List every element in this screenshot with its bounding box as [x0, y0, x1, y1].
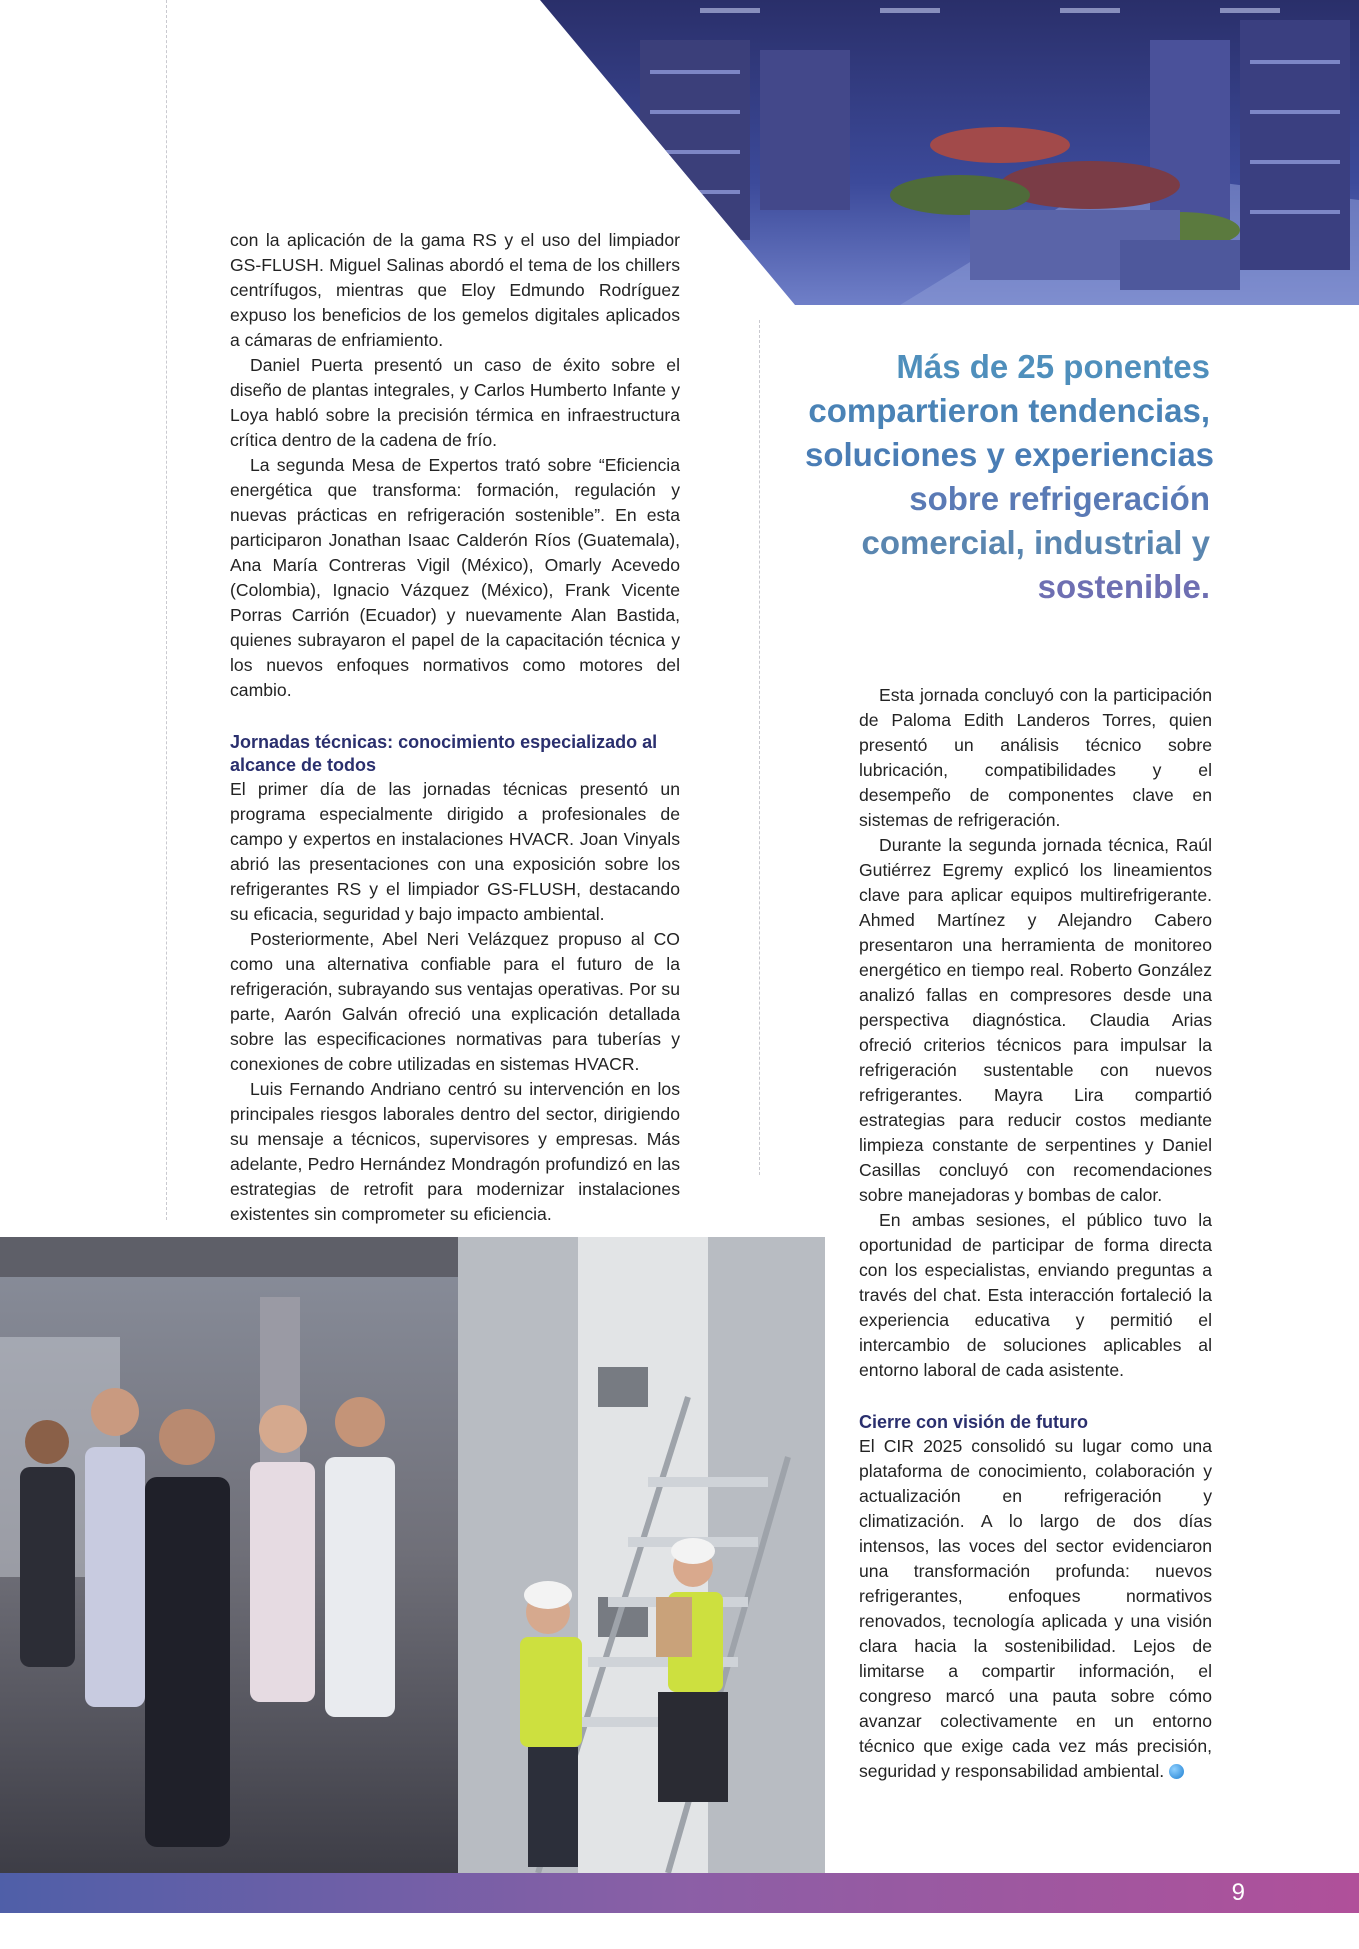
paragraph: con la aplicación de la gama RS y el uso del limpiador GS-FLUSH. Miguel Salinas abordó el tema de los chillers centrífugos, mientras que Eloy Edmundo Rodríguez expuso los beneficios de los gemelos digitales aplicados a cámaras de enfriamiento. [230, 230, 680, 350]
paragraph: Esta jornada concluyó con la participación de Paloma Edith Landeros Torres, quien presentó un análisis técnico sobre lubricación, compatibilidades y el desempeño de componentes clave en sistemas de refrigeración. [859, 685, 1212, 830]
footer-bar [0, 1873, 1359, 1913]
paragraph: Durante la segunda jornada técnica, Raúl Gutiérrez Egremy explicó los lineamientos clave para aplicar equipos multirefrigerante. Ahmed Martínez y Alejandro Cabero presentaron una herramienta de monitoreo energético en tiempo real. Roberto González analizó fallas en compresores desde una perspectiva diagnóstica. Claudia Arias ofreció criterios técnicos para impulsar la refrigeración sustentable con nuevos refrigerantes. Mayra Lira compartió estrategias para reducir costos mediante limpieza constante de serpentines y Daniel Casillas concluyó con recomendaciones sobre manejadoras y bombas de calor. [859, 835, 1212, 1205]
paragraph: El primer día de las jornadas técnicas presentó un programa especialmente dirigido a profesionales de campo y expertos en instalaciones HVACR. Joan Vinyals abrió las presentaciones con una exposición sobre los refrigerantes RS y el limpiador GS-FLUSH, destacando su eficacia, seguridad y bajo impacto ambiental. [230, 779, 680, 924]
section-heading: Jornadas técnicas: conocimiento especializado al alcance de todos [230, 732, 658, 775]
pull-quote-line: soluciones y experiencias [805, 436, 1215, 473]
pull-quote-line: Más de 25 ponentes [896, 348, 1210, 385]
pull-quote [805, 345, 1215, 609]
pull-quote-line: compartieron tendencias, [808, 392, 1210, 429]
article-column-right [859, 683, 1212, 1784]
column-rule-left [166, 0, 167, 1220]
paragraph [859, 1434, 1212, 1784]
paragraph: La segunda Mesa de Expertos trató sobre “Eficiencia energética que transforma: formación, regulación y nuevas prácticas en refrigeración sostenible”. En esta participaron Jonathan Isaac Calderón Ríos (Guatemala), Ana María Contreras Vigil (México), Omarly Acevedo (Colombia), Ignacio Vázquez (México), Frank Vicente Porras Carrión (Ecuador) y nuevamente Alan Bastida, quienes subrayaron el papel de la capacitación técnica y los nuevos enfoques normativos como motores del cambio. [230, 455, 680, 700]
business-people-photo [0, 1237, 458, 1873]
end-mark-icon [1169, 1764, 1184, 1779]
pull-quote-line: comercial, industrial y [861, 524, 1210, 561]
paragraph: Luis Fernando Andriano centró su intervención en los principales riesgos laborales dentro del sector, dirigiendo su mensaje a técnicos, supervisores y empresas. Más adelante, Pedro Hernández Mondragón profundizó en las estrategias de retrofit para modernizar instalaciones existentes sin comprometer su eficiencia. [230, 1079, 680, 1224]
article-column-left [230, 228, 680, 1227]
pull-quote-line: sobre refrigeración [909, 480, 1210, 517]
page-number: 9 [1231, 1879, 1245, 1906]
pull-quote-line: sostenible. [1037, 568, 1210, 605]
workers-stairs-photo [458, 1237, 825, 1873]
section-heading: Cierre con visión de futuro [859, 1412, 1089, 1432]
paragraph-text: El CIR 2025 consolidó su lugar como una plataforma de conocimiento, colaboración y actualización en refrigeración y climatización. A lo largo de dos días intensos, las voces del sector evidenciaron una transformación profunda: nuevos refrigerantes, enfoques normativos renovados, tecnología aplicada y una visión clara hacia la sostenibilidad. Lejos de limitarse a compartir información, el congreso marcó una pauta sobre cómo avanzar colectivamente en un entorno técnico que exige cada vez más precisión, seguridad y responsabilidad ambiental. [859, 1436, 1212, 1781]
paragraph: Posteriormente, Abel Neri Velázquez propuso al CO como una alternativa confiable para el futuro de la refrigeración, subrayando sus ventajas operativas. Por su parte, Aarón Galván ofreció una explicación detallada sobre las especificaciones normativas para tuberías y conexiones de cobre utilizadas en sistemas HVACR. [230, 929, 680, 1074]
paragraph: Daniel Puerta presentó un caso de éxito sobre el diseño de plantas integrales, y Carlos Humberto Infante y Loya habló sobre la precisión térmica en infraestructura crítica dentro de la cadena de frío. [230, 355, 680, 450]
column-rule-middle [759, 320, 760, 1175]
paragraph: En ambas sesiones, el público tuvo la oportunidad de participar de forma directa con los especialistas, enviando preguntas a través del chat. Esta interacción fortaleció la experiencia educativa y permitió el intercambio de soluciones aplicables al entorno laboral de cada asistente. [859, 1210, 1212, 1380]
